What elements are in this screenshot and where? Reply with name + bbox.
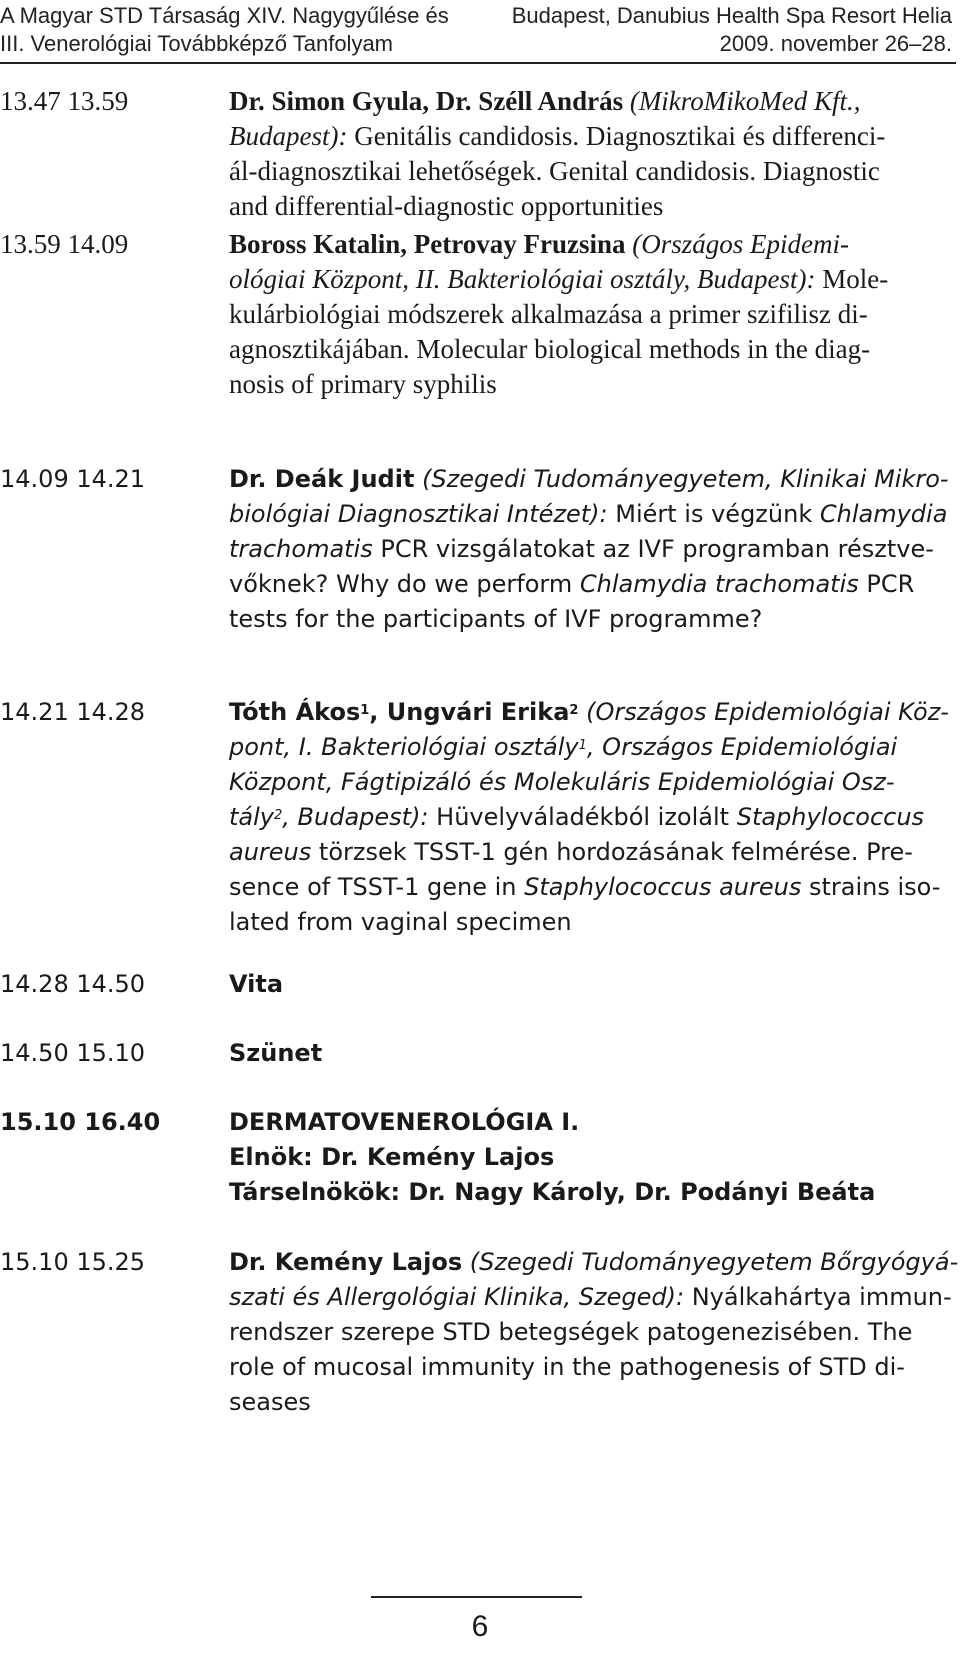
header-divider <box>0 62 956 64</box>
entry-content <box>229 84 945 224</box>
running-header <box>0 2 960 62</box>
affiliation: biológiai Diagnosztikai Intézet): <box>229 500 608 528</box>
entry-line: rendszer szerepe STD betegségek patogenezisében. The <box>229 1318 913 1346</box>
organism-name: Staphylococcus <box>736 803 925 831</box>
time-slot: 13.47 13.59 <box>0 86 129 116</box>
entry-line: and differential-diagnostic opportunities <box>229 191 664 221</box>
affiliation: (MikroMikoMed Kft., <box>629 86 861 116</box>
entry-line: tests for the participants of IVF programme? <box>229 605 763 633</box>
entry-line <box>229 532 945 567</box>
entry-line <box>229 835 945 870</box>
entry-line <box>229 695 949 730</box>
page-number: 6 <box>471 1610 489 1643</box>
organism-name: aureus <box>229 838 312 866</box>
superscript: 2 <box>274 808 283 823</box>
entry-line <box>229 227 945 262</box>
time-slot: 15.10 16.40 <box>0 1108 161 1136</box>
header-left-line1: A Magyar STD Társaság XIV. Nagygyűlése és <box>0 3 449 28</box>
footer-divider <box>371 1596 582 1598</box>
entry-line <box>229 1280 952 1315</box>
time-slot: 14.09 14.21 <box>0 465 146 493</box>
affiliation: tály <box>229 803 274 831</box>
entry-line: kulárbiológiai módszerek alkalmazása a primer szifilisz di- <box>229 299 868 329</box>
header-left-line2: III. Venerológiai Továbbképző Tanfolyam <box>0 31 394 56</box>
affiliation: ológiai Központ, II. Bakteriológiai osztály, Budapest): <box>229 264 816 294</box>
header-right <box>512 2 952 58</box>
author-names: Tóth Ákos <box>229 698 361 726</box>
affiliation: , Országos Epidemiológiai <box>586 733 898 761</box>
affiliation: Budapest): <box>229 121 348 151</box>
author-names: Dr. Deák Judit <box>229 465 415 493</box>
entry-line <box>229 730 945 765</box>
title-text: törzsek TSST-1 gén hordozásának felmérése. Pre- <box>318 838 913 866</box>
time-slot: 14.28 14.50 <box>0 970 146 998</box>
entry-line <box>229 497 948 532</box>
entry-line: role of mucosal immunity in the pathogenesis of STD di- <box>229 1353 905 1381</box>
header-left <box>0 2 449 58</box>
title-text: PCR <box>866 570 915 598</box>
title-text: Miért is végzünk <box>615 500 813 528</box>
entry-line <box>229 262 945 297</box>
entry-line <box>229 870 945 905</box>
title-text: Nyálkahártya immun- <box>691 1283 952 1311</box>
entry-line: Központ, Fágtipizáló és Molekuláris Epidemiológiai Osz- <box>229 768 895 796</box>
entry-line <box>229 1245 959 1280</box>
affiliation: (Szegedi Tudományegyetem, Klinikai Mikro- <box>422 465 949 493</box>
author-names: , Ungvári Erika <box>369 698 570 726</box>
affiliation: (Országos Epidemiológiai Köz- <box>586 698 949 726</box>
title-text: Mole- <box>822 264 889 294</box>
title-text: Genitális candidosis. Diagnosztikai és differenci- <box>354 121 886 151</box>
entry-line <box>229 462 949 497</box>
affiliation: , Budapest): <box>282 803 429 831</box>
title-text: Hüvelyváladékból izolált <box>436 803 730 831</box>
entry-content <box>229 695 949 940</box>
superscript: 1 <box>360 703 370 718</box>
entry-line: lated from vaginal specimen <box>229 908 572 936</box>
session-title: Szünet <box>229 1039 323 1067</box>
entry-line: seases <box>229 1388 311 1416</box>
affiliation: szati és Allergológiai Klinika, Szeged): <box>229 1283 685 1311</box>
title-text: sence of TSST-1 gene in <box>229 873 517 901</box>
organism-name: Staphylococcus aureus <box>524 873 802 901</box>
header-right-line1: Budapest, Danubius Health Spa Resort Helia <box>511 3 952 28</box>
entry-line <box>229 119 945 154</box>
organism-name: Chlamydia trachomatis <box>579 570 859 598</box>
title-text: PCR vizsgálatokat az IVF programban résztve- <box>380 535 934 563</box>
time-slot: 13.59 14.09 <box>0 229 129 259</box>
affiliation: (Szegedi Tudományegyetem Bőrgyógyá- <box>469 1248 959 1276</box>
author-names: Dr. Simon Gyula, Dr. Széll András <box>229 86 624 116</box>
time-slot: 15.10 15.25 <box>0 1248 146 1276</box>
entry-content <box>229 1245 959 1420</box>
superscript: 1 <box>578 738 587 753</box>
title-text: strains iso- <box>808 873 941 901</box>
organism-name: trachomatis <box>229 535 373 563</box>
time-slot: 14.50 15.10 <box>0 1039 146 1067</box>
entry-line <box>229 567 945 602</box>
entry-content <box>229 227 945 402</box>
entry-content <box>229 462 949 637</box>
section-title: DERMATOVENEROLÓGIA I. <box>229 1108 580 1136</box>
entry-line <box>229 800 945 835</box>
chair-line: Elnök: Dr. Kemény Lajos <box>229 1143 555 1171</box>
entry-content <box>229 967 945 1002</box>
organism-name: Chlamydia <box>819 500 948 528</box>
entry-content <box>229 1105 945 1210</box>
author-names: Boross Katalin, Petrovay Fruzsina <box>229 229 626 259</box>
session-title: Vita <box>229 970 284 998</box>
superscript: 2 <box>569 703 579 718</box>
entry-line: nosis of primary syphilis <box>229 369 497 399</box>
affiliation: (Országos Epidemi- <box>632 229 849 259</box>
entry-line <box>229 84 945 119</box>
entry-content <box>229 1036 945 1071</box>
affiliation: pont, I. Bakteriológiai osztály <box>229 733 579 761</box>
time-slot: 14.21 14.28 <box>0 698 146 726</box>
header-right-line2: 2009. november 26–28. <box>719 31 952 56</box>
title-text: vőknek? Why do we perform <box>229 570 573 598</box>
entry-line: ál-diagnosztikai lehetőségek. Genital candidosis. Diagnostic <box>229 156 880 186</box>
author-names: Dr. Kemény Lajos <box>229 1248 463 1276</box>
co-chair-line: Társelnökök: Dr. Nagy Károly, Dr. Podányi Beáta <box>229 1178 876 1206</box>
entry-line: agnosztikájában. Molecular biological methods in the diag- <box>229 334 871 364</box>
